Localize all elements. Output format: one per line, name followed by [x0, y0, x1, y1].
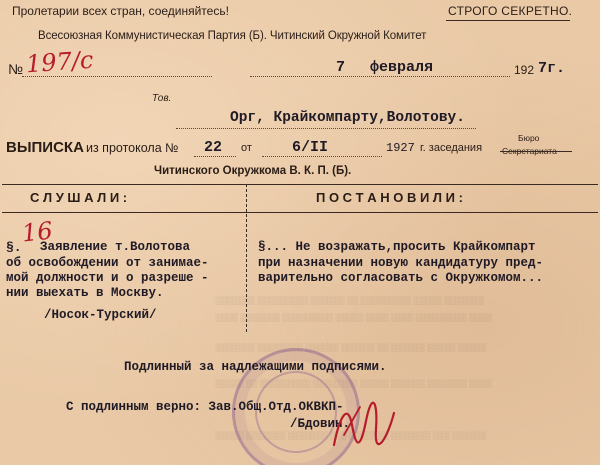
secrecy-label: СТРОГО СЕКРЕТНО. — [448, 4, 573, 18]
bureau-label: Бюро — [518, 133, 540, 143]
table-header-rule — [2, 212, 598, 213]
resolved-line-1: §... Не возражать,просить Крайкомпарт — [258, 240, 536, 254]
certified-copy-line: С подлинным верно: Зав.Общ.Отд.ОКВКП- — [66, 400, 344, 414]
organization-header: Всесоюзная Коммунистическая Партия (Б). Читинский Окружной Комитет — [38, 30, 427, 42]
handwritten-signature — [330, 395, 400, 457]
date-month: февраля — [370, 59, 434, 76]
heard-line-3: мой должности и о разреше - — [6, 271, 209, 285]
to-label: Тов. — [152, 93, 172, 104]
secrecy-underline — [446, 20, 570, 21]
secretariat-label: Секретариата — [502, 146, 557, 156]
handwritten-number: 197/с — [25, 45, 95, 79]
from-protocol: из протокола № — [86, 141, 179, 155]
resolved-line-3: варительно согласовать с Окружкомом... — [258, 271, 544, 285]
bleed-through-text: ░░░░░░░ ░░░░░░░░░ ░░░░░░ ░░ ░░░░░░░░░ ░░░░░ ░░░░░░░ — [215, 296, 484, 305]
from-label: от — [241, 142, 252, 154]
original-signatures-note: Подлинный за надлежащими подписями. — [124, 360, 387, 374]
protocol-date: 6/II — [292, 139, 329, 156]
protocol-number-dotted — [194, 156, 236, 157]
handwritten-item-number: 16 — [20, 216, 54, 248]
column-divider — [246, 184, 247, 332]
addressee-dotted-line — [176, 128, 476, 129]
session-label: г. заседания — [420, 142, 483, 154]
protocol-date-dotted — [262, 156, 382, 157]
heard-reporter: /Носок-Турский/ — [44, 308, 157, 322]
number-dotted-line — [22, 76, 212, 77]
date-day: 7 — [336, 59, 346, 76]
heard-line-4: нии выехать в Москву. — [6, 286, 164, 300]
year-suffix: 7г. — [538, 60, 566, 77]
date-dotted-line — [250, 76, 510, 77]
number-sign: № — [8, 61, 24, 77]
secretariat-strike — [500, 151, 572, 152]
resolved-line-2: при назначении новую кандидатуру пред- — [258, 256, 544, 270]
heard-column-header: С Л У Ш А Л И : — [30, 190, 128, 205]
heard-line-2: об освобождении от занимае- — [6, 256, 209, 270]
excerpt-title: ВЫПИСКА — [6, 139, 84, 156]
table-top-rule — [2, 184, 598, 185]
signer-name: /Бдовин. — [290, 417, 351, 431]
committee-name: Читинского Окружкома В. К. П. (Б). — [154, 165, 352, 177]
bleed-through-text: ░░░░░░░ ░░░░░░░░ ░░░░░░ ░░░░░░ ░░ ░░░░░░ ░░░░░ ░░░░░ — [215, 343, 486, 352]
slogan: Пролетарии всех стран, соединяйтесь! — [12, 4, 229, 18]
protocol-number: 22 — [204, 139, 223, 156]
resolved-column-header: П О С Т А Н О В И Л И : — [316, 190, 463, 205]
protocol-year: 1927 — [386, 141, 415, 155]
bleed-through-text: ░░░░░ ░░ ░░░░░░░░░ ░░░░░░░░ ░░░░░ ░░░░░░ ░░░░░░░ ░░░░ — [215, 379, 492, 388]
heard-section-sign: §. — [6, 240, 22, 255]
bleed-through-text: ░░░░ ░░░░░░░ ░░░░░░░░░ ░░░░░ ░░░░ ░░░░ ░░░░░░░░░ ░░░░ — [215, 313, 492, 322]
heard-line-1: Заявление т.Волотова — [40, 240, 191, 254]
year-prefix: 192 — [514, 63, 535, 77]
addressee: Орг, Крайкомпарту,Волотову. — [230, 110, 465, 126]
bleed-through-text: ░░░░░ ░░░░░░░ ░░░░░░░ ░░░ ░░░░░░░ ░░░░░░░ ░░░ ░░░░░░ — [215, 431, 486, 440]
